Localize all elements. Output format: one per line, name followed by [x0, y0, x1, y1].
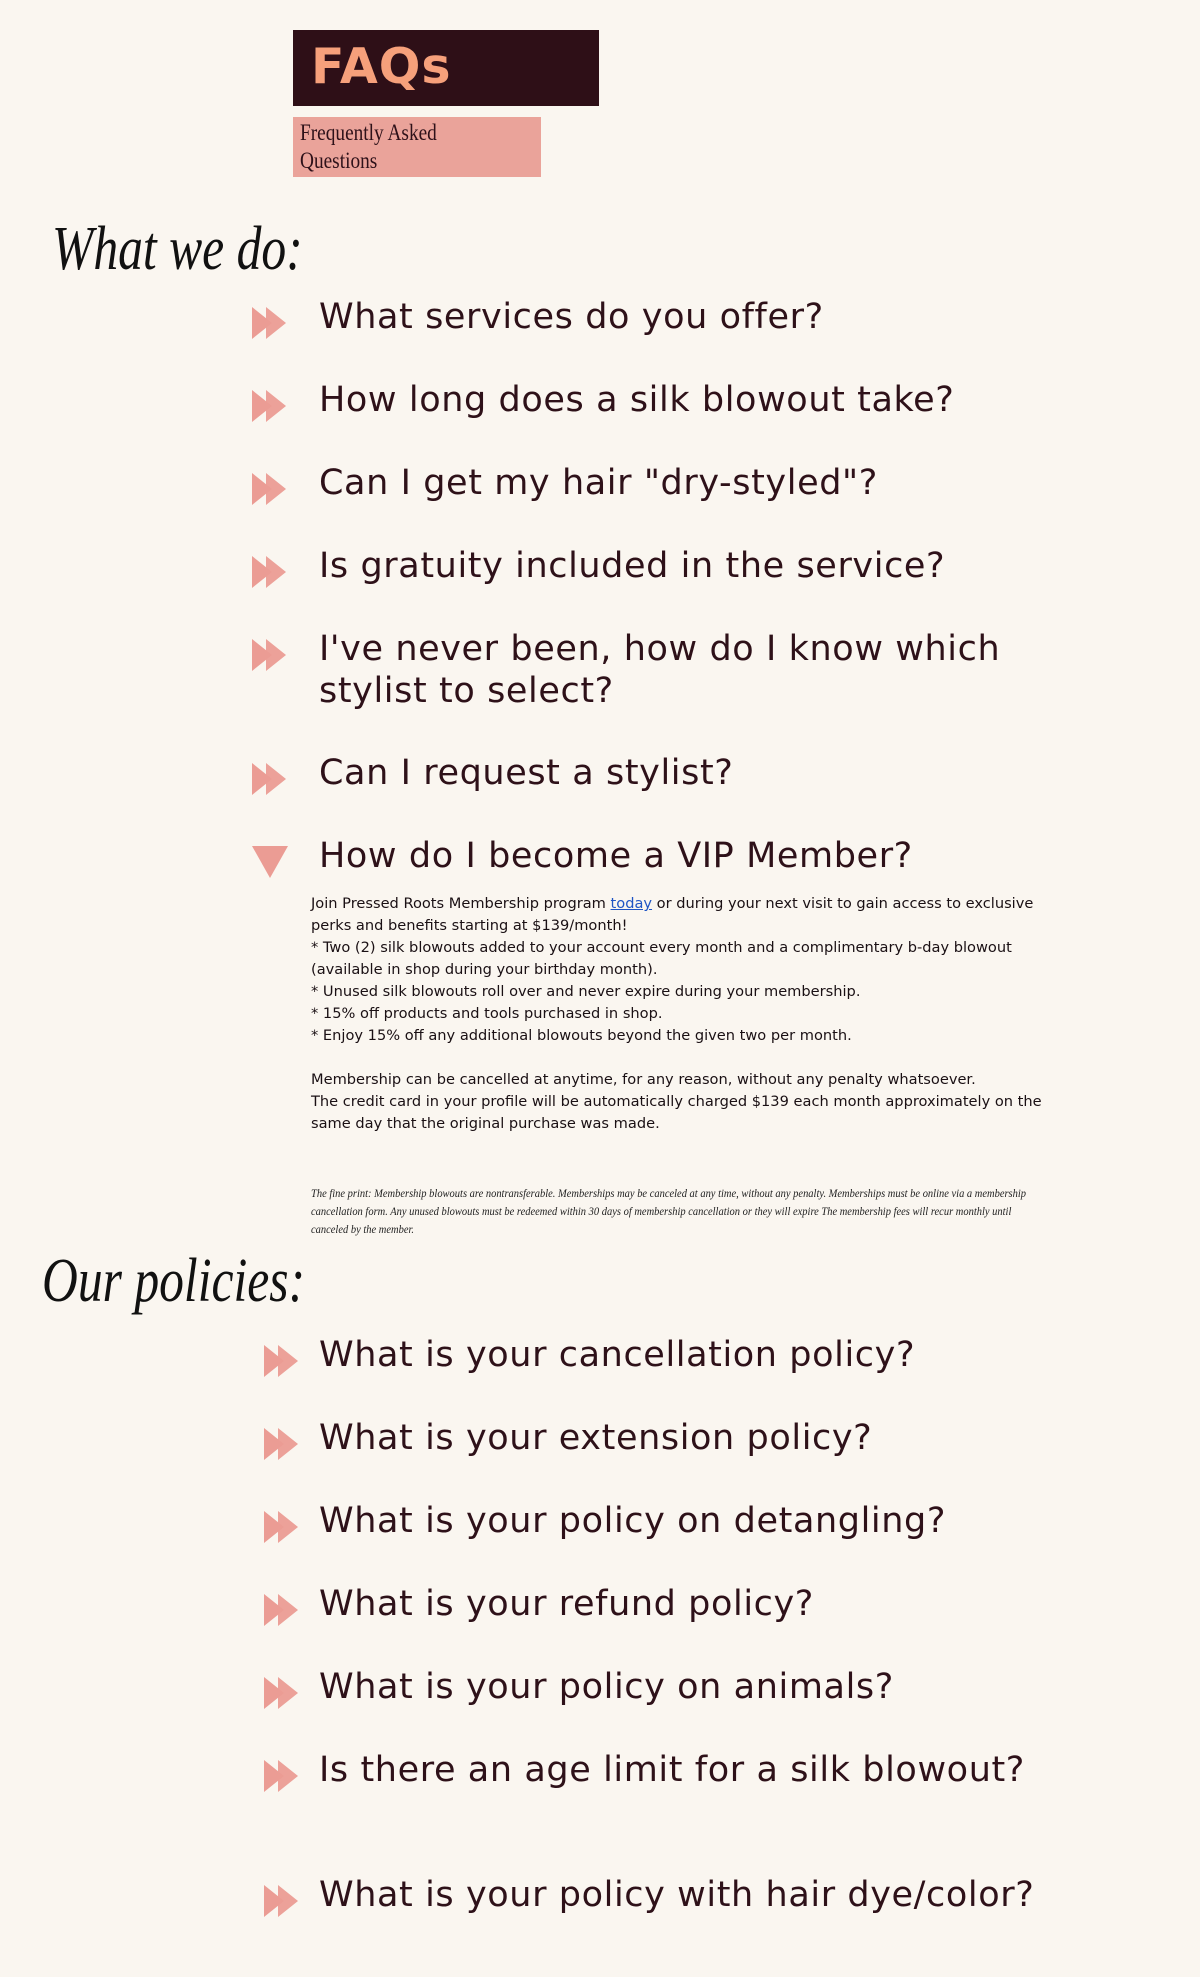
- vip-intro: [311, 893, 1071, 937]
- double-chevron-right-icon: [250, 554, 290, 590]
- subtitle-box: [293, 117, 541, 177]
- vip-intro-text-end: or during your next visit to gain access to exclusive perks and benefits starting at $139/month!: [311, 895, 1034, 934]
- page-title: FAQs: [311, 38, 452, 95]
- faq-question: How do I become a VIP Member?: [319, 836, 913, 876]
- double-chevron-right-icon: [250, 388, 290, 424]
- double-chevron-right-icon: [262, 1509, 302, 1545]
- double-chevron-right-icon: [262, 1343, 302, 1379]
- faq-item-request-stylist[interactable]: [250, 752, 1100, 802]
- faq-question: Can I request a stylist?: [319, 753, 734, 793]
- triangle-down-icon: [250, 844, 290, 880]
- double-chevron-right-icon: [262, 1758, 302, 1794]
- faq-item-refund-policy[interactable]: [250, 1583, 1100, 1633]
- faq-item-extension-policy[interactable]: [250, 1417, 1100, 1467]
- page-subtitle: Frequently Asked Questions: [300, 120, 437, 173]
- faq-question: What is your policy on detangling?: [319, 1501, 947, 1541]
- faq-question: What is your policy with hair dye/color?: [319, 1875, 1035, 1915]
- vip-bullet: * Two (2) silk blowouts added to your account every month and a complimentary b-day blowout (available in shop during your birthday month).: [311, 939, 1012, 978]
- faq-item-age-limit[interactable]: [250, 1749, 1100, 1839]
- faq-item-animals-policy[interactable]: [250, 1666, 1100, 1716]
- faq-question: Can I get my hair "dry-styled"?: [319, 463, 878, 503]
- spacer: [311, 1047, 1071, 1069]
- faq-item-dry-styled[interactable]: [250, 462, 1100, 512]
- vip-fine-print: The fine print: Membership blowouts are nontransferable. Memberships may be canceled at any time, without any penalty. Memberships must be online via a membership cancellation form. Any unused blowouts must be redeemed within 30 days of membership cancellation or they will expire The membership fees will recur monthly until canceled by the member.: [311, 1188, 1027, 1236]
- double-chevron-right-icon: [262, 1426, 302, 1462]
- vip-bullet: * Unused silk blowouts roll over and never expire during your membership.: [311, 983, 861, 1000]
- vip-bullet: * 15% off products and tools purchased in shop.: [311, 1005, 663, 1022]
- vip-charge-note: The credit card in your profile will be automatically charged $139 each month approximately on the same day that the original purchase was made.: [311, 1093, 1042, 1132]
- double-chevron-right-icon: [250, 305, 290, 341]
- faq-question: Is gratuity included in the service?: [319, 546, 946, 586]
- faq-question: What is your policy on animals?: [319, 1667, 894, 1707]
- vip-today-link[interactable]: today: [610, 895, 653, 912]
- faq-question: How long does a silk blowout take?: [319, 380, 955, 420]
- section-heading-what-we-do: What we do:: [52, 215, 303, 283]
- double-chevron-right-icon: [262, 1592, 302, 1628]
- faq-question: What services do you offer?: [319, 297, 824, 337]
- double-chevron-right-icon: [250, 471, 290, 507]
- faq-item-detangling-policy[interactable]: [250, 1500, 1100, 1550]
- vip-bullet: * Enjoy 15% off any additional blowouts beyond the given two per month.: [311, 1027, 852, 1044]
- faq-item-cancellation-policy[interactable]: [250, 1334, 1100, 1384]
- faq-item-services[interactable]: [250, 296, 1100, 346]
- double-chevron-right-icon: [262, 1883, 302, 1919]
- faq-question: I've never been, how do I know which stylist to select?: [319, 629, 1001, 711]
- faq-question: What is your cancellation policy?: [319, 1335, 916, 1375]
- faq-question: What is your extension policy?: [319, 1418, 873, 1458]
- faq-item-blowout-duration[interactable]: [250, 379, 1100, 429]
- faq-item-hair-dye-policy[interactable]: [250, 1874, 1100, 1964]
- faq-answer-vip: [311, 893, 1071, 1135]
- faq-item-gratuity[interactable]: [250, 545, 1100, 595]
- faq-item-select-stylist[interactable]: [250, 628, 1100, 718]
- vip-intro-text: Join Pressed Roots Membership program: [311, 895, 611, 912]
- faq-item-vip-member[interactable]: [250, 835, 1100, 885]
- faq-question: Is there an age limit for a silk blowout?: [319, 1750, 1025, 1790]
- section-heading-our-policies: Our policies:: [42, 1247, 306, 1315]
- double-chevron-right-icon: [250, 761, 290, 797]
- vip-cancel-note: Membership can be cancelled at anytime, for any reason, without any penalty whatsoever.: [311, 1071, 976, 1088]
- double-chevron-right-icon: [250, 637, 290, 673]
- faq-header: [293, 30, 599, 106]
- faq-question: What is your refund policy?: [319, 1584, 814, 1624]
- double-chevron-right-icon: [262, 1675, 302, 1711]
